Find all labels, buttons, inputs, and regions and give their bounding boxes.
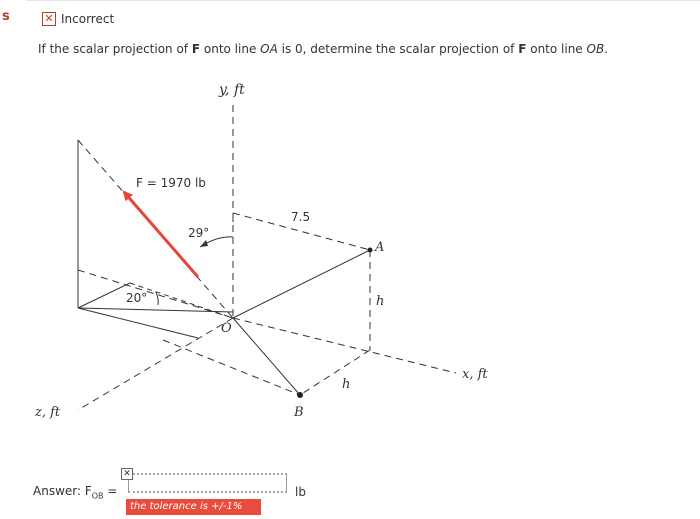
- answer-unit: lb: [295, 485, 306, 499]
- incorrect-x-icon: ✕: [42, 12, 56, 26]
- x-axis-label: x, ft: [462, 367, 488, 382]
- answer-label-text: Answer: F: [33, 483, 92, 498]
- question-force-symbol: F: [191, 42, 201, 56]
- question-force-symbol-2: F: [518, 42, 527, 56]
- answer-row: [33, 480, 117, 504]
- y-axis-label: y, ft: [219, 82, 245, 98]
- question-part-5: .: [604, 42, 609, 56]
- tolerance-message: the tolerance is +/-1%: [126, 499, 261, 515]
- angle-29-arrowhead: [200, 240, 208, 247]
- point-b-label: B: [294, 405, 304, 420]
- answer-equals: =: [107, 483, 118, 498]
- answer-input[interactable]: [128, 473, 287, 493]
- question-line-a: OA: [260, 42, 278, 56]
- plane-bottom-edge: [78, 308, 198, 338]
- h-vertical-label: h: [376, 294, 385, 309]
- line-oa: [233, 250, 370, 318]
- z-axis-line: [78, 318, 233, 410]
- answer-subscript: OB: [91, 491, 104, 501]
- left-edge-label: s: [2, 9, 10, 24]
- origin-label: O: [221, 321, 232, 336]
- b-parallel-line: [163, 340, 300, 395]
- status-text: Incorrect: [61, 12, 115, 26]
- question-line-b: OB: [586, 42, 605, 56]
- angle-20-label: 20°: [126, 291, 148, 305]
- question-part-1: If the scalar projection of: [38, 42, 192, 56]
- angle-29-label: 29°: [188, 226, 210, 240]
- angle-20-arc: [156, 292, 158, 305]
- clear-x-icon[interactable]: ✕: [121, 468, 133, 480]
- force-label: F = 1970 lb: [136, 176, 206, 190]
- x-axis-line: [233, 318, 456, 373]
- question-part-3: is 0, determine the scalar projection of: [277, 42, 519, 56]
- dimension-7-5-label: 7.5: [291, 210, 311, 224]
- a-bottom-line: [300, 350, 370, 395]
- question-part-4: onto line: [526, 42, 587, 56]
- z-axis-label: z, ft: [35, 405, 61, 420]
- plane-mid-dashed: [78, 270, 233, 318]
- h-diagonal-label: h: [342, 377, 351, 392]
- point-a-label: A: [375, 240, 385, 255]
- point-b-marker: [297, 392, 303, 398]
- force-arrow: [124, 192, 198, 277]
- question-part-2: onto line: [200, 42, 261, 56]
- answer-label: [33, 484, 117, 500]
- point-a-marker: [368, 248, 373, 253]
- plane-mid-line: [78, 283, 130, 308]
- line-ob: [233, 318, 300, 395]
